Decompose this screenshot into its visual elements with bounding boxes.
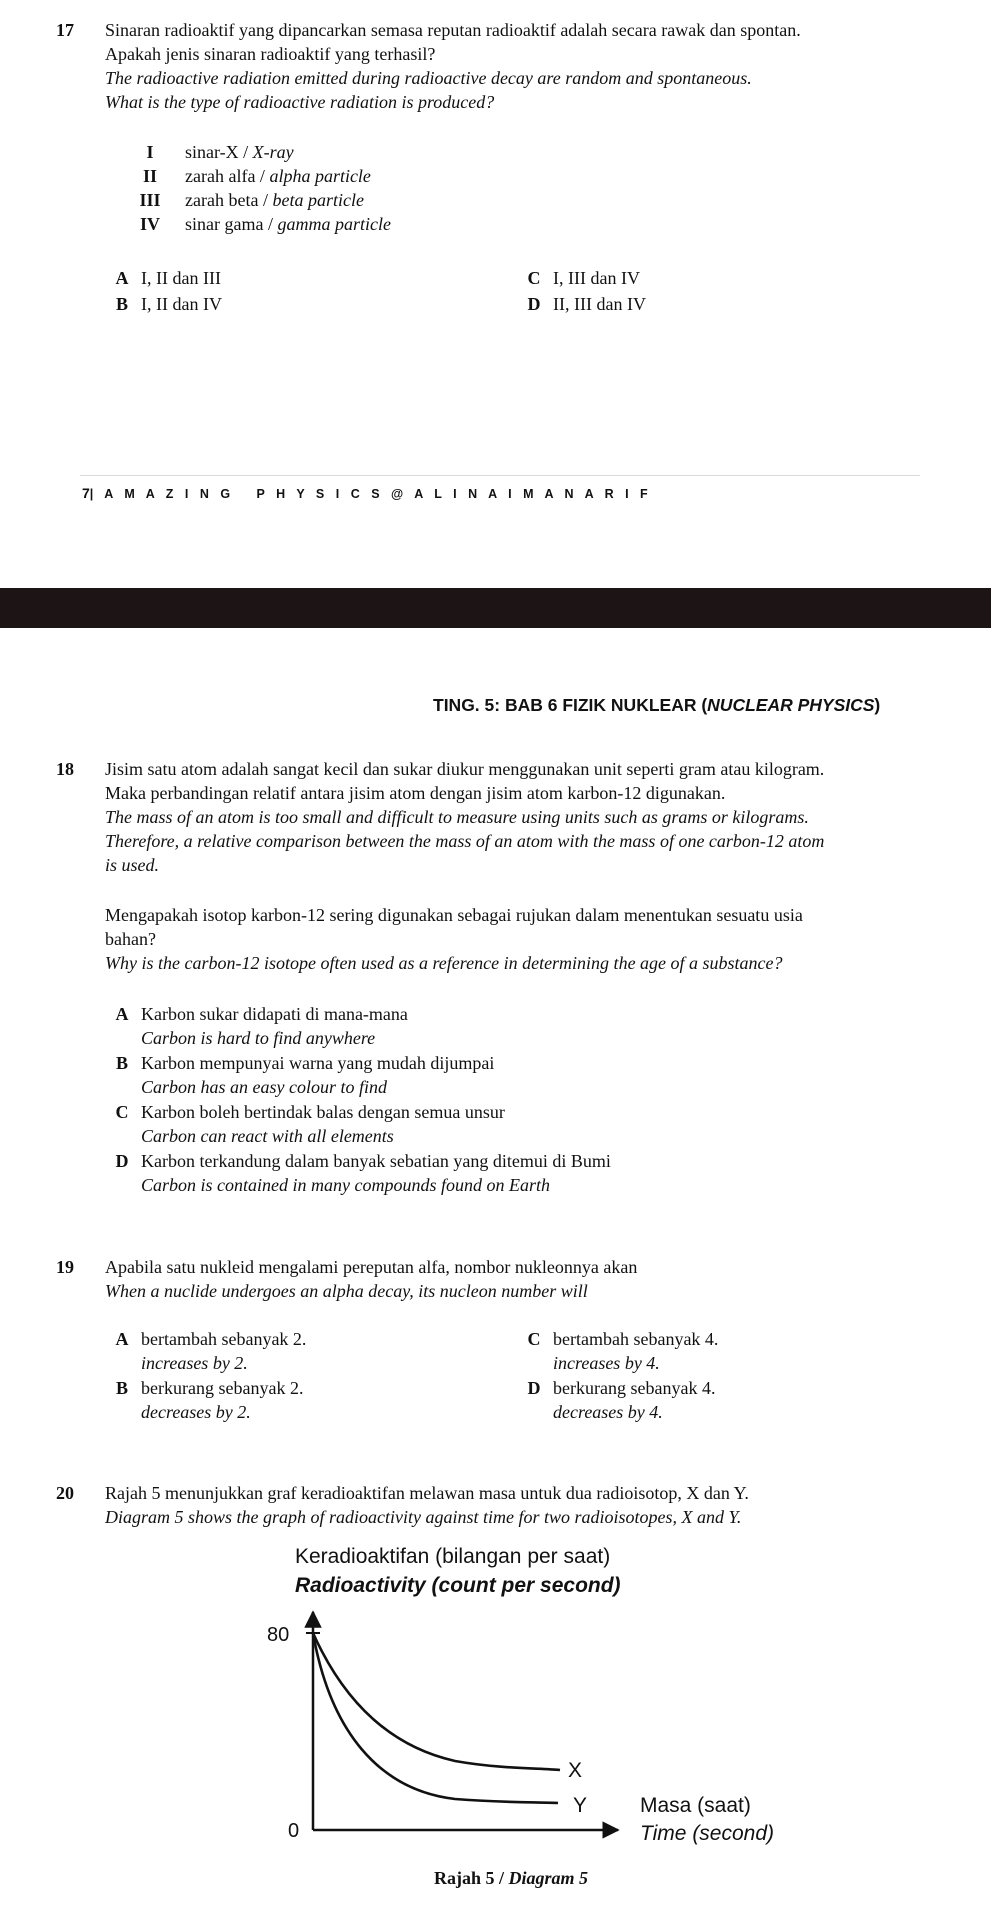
option-d[interactable]: D berkurang sebanyak 4. decreases by 4.	[527, 1378, 716, 1423]
p1-english-2: Therefore, a relative comparison between the mass of an atom with the mass of one carbon-12 atom	[105, 831, 825, 851]
series-y-curve	[313, 1633, 558, 1803]
question-number: 20	[56, 1483, 74, 1503]
x-axis-label: Masa (saat)	[640, 1794, 751, 1817]
p2-malay-2: bahan?	[105, 929, 156, 949]
p1-malay-2: Maka perbandingan relatif antara jisim atom dengan jisim atom karbon-12 digunakan.	[105, 783, 726, 803]
footer-text: | A M A Z I N G P H Y S I C S @ A L I N A I M A N A R I F	[89, 487, 652, 501]
stem-english: When a nuclide undergoes an alpha decay, its nucleon number will	[105, 1281, 588, 1301]
stem-english: Diagram 5 shows the graph of radioactivity against time for two radioisotopes, X and Y.	[105, 1507, 742, 1527]
stem-english-2: What is the type of radioactive radiation is produced?	[105, 92, 495, 112]
list-item: III zarah beta / beta particle	[139, 190, 364, 210]
series-y-label: Y	[573, 1794, 588, 1817]
x-axis-label-english: Time (second)	[640, 1822, 775, 1845]
option-d[interactable]: D II, III dan IV	[527, 294, 646, 314]
chart-subtitle: Radioactivity (count per second)	[295, 1574, 621, 1597]
stem-malay: Apabila satu nukleid mengalami pereputan alfa, nombor nukleonnya akan	[105, 1257, 638, 1277]
option-a[interactable]: A bertambah sebanyak 2. increases by 2.	[115, 1329, 307, 1374]
stem-malay: Rajah 5 menunjukkan graf keradioaktifan melawan masa untuk dua radioisotop, X dan Y.	[105, 1483, 749, 1503]
chart-title: Keradioaktifan (bilangan per saat)	[295, 1545, 611, 1568]
option-c[interactable]: C I, III dan IV	[527, 268, 640, 288]
p1-english: The mass of an atom is too small and difficult to measure using units such as grams or kilograms.	[105, 807, 809, 827]
question-number: 17	[56, 20, 74, 40]
stem-malay: Sinaran radioaktif yang dipancarkan semasa reputan radioaktif adalah secara rawak dan spontan.	[105, 20, 801, 40]
list-item: IV sinar gama / gamma particle	[139, 214, 391, 234]
option-b[interactable]: B I, II dan IV	[115, 294, 222, 314]
stem-malay-2: Apakah jenis sinaran radioaktif yang terhasil?	[105, 44, 436, 64]
series-x-curve	[313, 1633, 560, 1770]
page-number: 7	[82, 485, 90, 501]
option-b[interactable]: B berkurang sebanyak 2. decreases by 2.	[115, 1378, 304, 1423]
y-tick-label-80: 80	[267, 1624, 290, 1646]
question-number: 19	[56, 1257, 74, 1277]
option-b[interactable]: B Karbon mempunyai warna yang mudah dijumpai Carbon has an easy colour to find	[115, 1053, 495, 1098]
chapter-header: TING. 5: BAB 6 FIZIK NUKLEAR (NUCLEAR PHYSICS)	[433, 695, 881, 715]
question-number: 18	[56, 759, 74, 779]
option-a[interactable]: A I, II dan III	[115, 268, 221, 288]
p1-malay: Jisim satu atom adalah sangat kecil dan sukar diukur menggunakan unit seperti gram atau kilogram.	[105, 759, 825, 779]
y-tick-label-0: 0	[288, 1820, 300, 1842]
p2-english: Why is the carbon-12 isotope often used as a reference in determining the age of a substance?	[105, 953, 783, 973]
p1-english-3: is used.	[105, 855, 159, 875]
series-x-label: X	[568, 1759, 583, 1782]
stem-english: The radioactive radiation emitted during radioactive decay are random and spontaneous.	[105, 68, 752, 88]
option-c[interactable]: C Karbon boleh bertindak balas dengan semua unsur Carbon can react with all elements	[115, 1102, 505, 1147]
option-c[interactable]: C bertambah sebanyak 4. increases by 4.	[527, 1329, 719, 1374]
list-item: II zarah alfa / alpha particle	[142, 166, 371, 186]
diagram-caption: Rajah 5 / Diagram 5	[434, 1868, 589, 1888]
list-item: I sinar-X / X-ray	[146, 142, 294, 162]
p2-malay: Mengapakah isotop karbon-12 sering digunakan sebagai rujukan dalam menentukan sesuatu usia	[105, 905, 803, 925]
option-d[interactable]: D Karbon terkandung dalam banyak sebatian yang ditemui di Bumi Carbon is contained in many compounds found on Earth	[115, 1151, 611, 1196]
option-a[interactable]: A Karbon sukar didapati di mana-mana Carbon is hard to find anywhere	[115, 1004, 408, 1049]
